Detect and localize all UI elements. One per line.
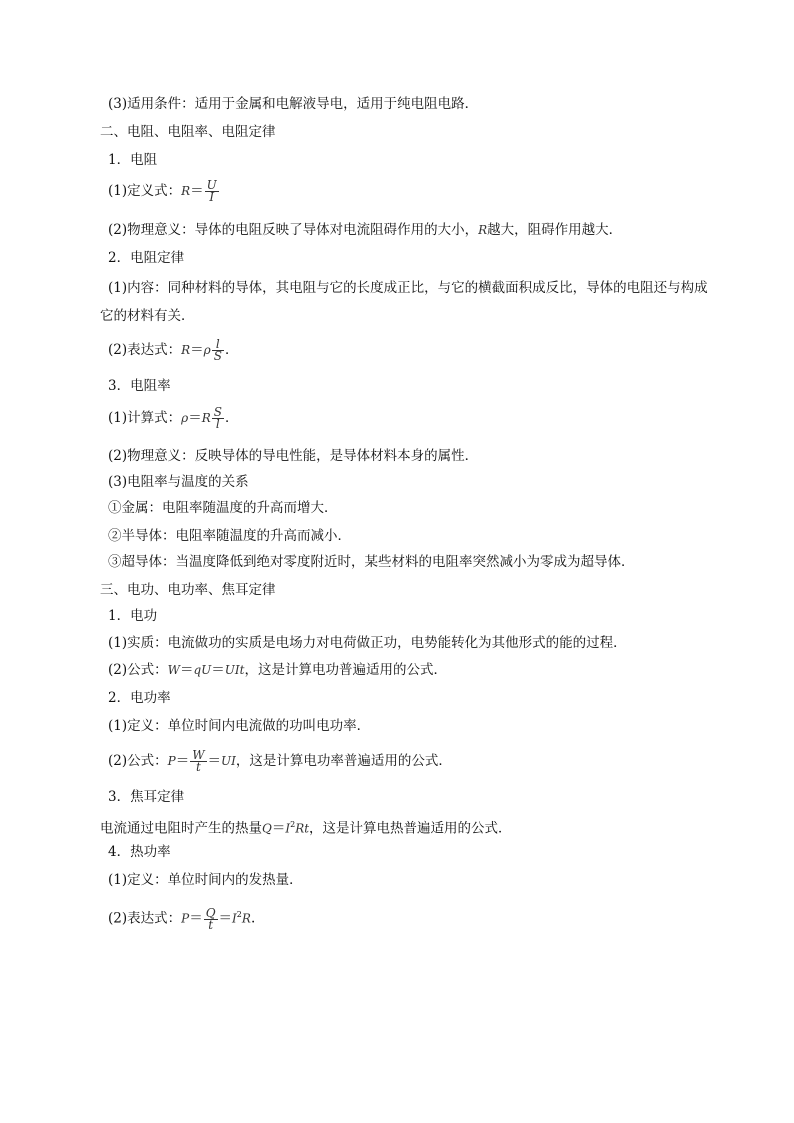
subheading-electric-power: 2．电功率 xyxy=(108,690,171,706)
heat-power-definition: (1)定义：单位时间内的发热量． xyxy=(108,872,303,888)
section-heading-resistance-law: 二、电阻、电阻率、电阻定律 xyxy=(100,124,276,140)
joule-law-statement: 电流通过电阻时产生的热量$Q=I^2Rt$，这是计算电热普遍适用的公式． xyxy=(100,820,512,837)
subheading-heat-power: 4．热功率 xyxy=(108,844,171,860)
subheading-joule-law: 3．焦耳定律 xyxy=(108,789,185,805)
subheading-electric-work: 1．电功 xyxy=(108,608,158,624)
semiconductor-resistivity: ②半导体：电阻率随温度的升高而减小． xyxy=(108,528,351,544)
superconductor-resistivity: ③超导体：当温度降低到绝对零度附近时，某些材料的电阻率突然减小为零成为超导体． xyxy=(108,554,635,570)
subheading-resistivity: 3．电阻率 xyxy=(108,378,171,394)
fraction-u-over-i: $\frac{U}{I}$ xyxy=(206,178,217,204)
resistance-physical-meaning: (2)物理意义：导体的电阻反映了导体对电流阻碍作用的大小，R越大，阻碍作用越大． xyxy=(108,222,623,238)
resistance-law-expression: (2)表达式：R＝ρ $\frac{l}{S}$ ． xyxy=(108,337,239,363)
resistivity-calculation: (1)计算式：ρ＝R $\frac{S}{l}$ ． xyxy=(108,405,239,431)
applicable-conditions: (3)适用条件：适用于金属和电解液导电，适用于纯电阻电路． xyxy=(108,96,479,112)
fraction-q-over-t: $\frac{Q}{t}$ xyxy=(205,905,216,932)
fraction-s-over-l: $\frac{S}{l}$ xyxy=(213,405,222,431)
resistance-definition: (1)定义式：R＝ $\frac{U}{I}$ xyxy=(108,178,217,204)
metal-resistivity: ①金属：电阻率随温度的升高而增大． xyxy=(108,500,338,516)
electric-power-formula: (2)公式：P＝ $\frac{W}{t}$ ＝UI，这是计算电功率普遍适用的公式． xyxy=(108,748,452,774)
heat-power-expression: (2)表达式：P＝ $\frac{Q}{t}$ $=I^2R$. xyxy=(108,905,256,932)
electric-work-essence: (1)实质：电流做功的实质是电场力对电荷做正功，电势能转化为其他形式的能的过程． xyxy=(108,635,627,651)
resistivity-physical-meaning: (2)物理意义：反映导体的导电性能，是导体材料本身的属性． xyxy=(108,448,479,464)
electric-power-definition: (1)定义：单位时间内电流做的功叫电功率． xyxy=(108,718,371,734)
section-heading-electric-work: 三、电功、电功率、焦耳定律 xyxy=(100,582,276,598)
subheading-resistance-law: 2．电阻定律 xyxy=(108,250,185,266)
resistivity-temperature-relation: (3)电阻率与温度的关系 xyxy=(108,474,249,490)
subheading-resistance: 1．电阻 xyxy=(108,152,158,168)
fraction-w-over-t: $\frac{W}{t}$ xyxy=(192,748,205,774)
fraction-l-over-s: $\frac{l}{S}$ xyxy=(213,337,222,363)
electric-work-formula: (2)公式：W＝qU＝UIt，这是计算电功普遍适用的公式． xyxy=(108,662,447,678)
resistance-law-content: (1)内容：同种材料的导体，其电阻与它的长度成正比，与它的横截面积成反比，导体的电阻还与构成它的材料有关． xyxy=(100,280,708,324)
